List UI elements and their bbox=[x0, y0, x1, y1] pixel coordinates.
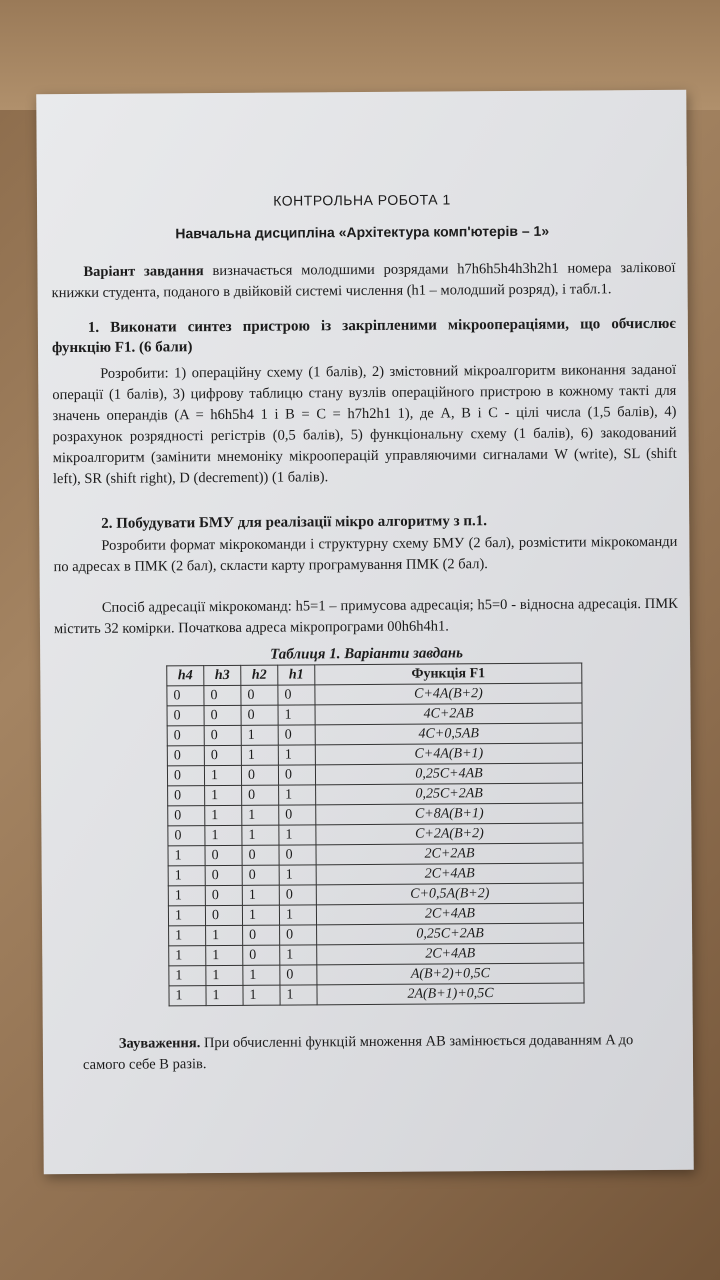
variant-intro-lead: Варіант завдання bbox=[83, 263, 204, 280]
header-h1: h1 bbox=[278, 665, 315, 685]
task2-heading: 2. Побудувати БМУ для реалізації мікро алгоритму з п.1. bbox=[101, 513, 488, 532]
bit-cell: 0 bbox=[204, 745, 241, 765]
function-cell: 0,25C+2AB bbox=[317, 923, 584, 945]
bit-cell: 1 bbox=[242, 825, 279, 845]
task1-heading bbox=[52, 314, 676, 358]
header-h4: h4 bbox=[167, 666, 204, 686]
bit-cell: 1 bbox=[169, 966, 206, 986]
header-h2: h2 bbox=[241, 665, 278, 685]
function-cell: A(B+2)+0,5C bbox=[317, 963, 584, 985]
bit-cell: 1 bbox=[280, 985, 317, 1005]
bit-cell: 1 bbox=[204, 765, 241, 785]
bit-cell: 0 bbox=[279, 805, 316, 825]
function-cell: 4C+0,5AB bbox=[315, 723, 582, 745]
bit-cell: 1 bbox=[279, 905, 316, 925]
bit-cell: 0 bbox=[242, 845, 279, 865]
bit-cell: 0 bbox=[241, 765, 278, 785]
bit-cell: 0 bbox=[168, 806, 205, 826]
bit-cell: 0 bbox=[167, 726, 204, 746]
bit-cell: 0 bbox=[205, 845, 242, 865]
bit-cell: 1 bbox=[242, 905, 279, 925]
function-cell: 0,25C+4AB bbox=[315, 763, 582, 785]
header-h3: h3 bbox=[204, 665, 241, 685]
bit-cell: 1 bbox=[278, 705, 315, 725]
function-cell: 2C+4AB bbox=[317, 943, 584, 965]
bit-cell: 0 bbox=[279, 845, 316, 865]
bit-cell: 0 bbox=[205, 885, 242, 905]
bit-cell: 1 bbox=[279, 825, 316, 845]
bit-cell: 0 bbox=[205, 865, 242, 885]
table-row bbox=[169, 983, 584, 1006]
addressing-text: Спосіб адресації мікрокоманд: h5=1 – примусова адресація; h5=0 - відносна адресація. ПМК містить 32 комірки. Початкова адреса мікропрограми 00h6h4h1. bbox=[53, 595, 678, 638]
bit-cell: 1 bbox=[169, 926, 206, 946]
bit-cell: 1 bbox=[243, 965, 280, 985]
bit-cell: 1 bbox=[243, 985, 280, 1005]
task1-heading-text: 1. Виконати синтез пристрою із закріпленими мікроопераціями, що обчислює функцію F1. (6 бали) bbox=[51, 315, 676, 357]
function-cell: C+4A(B+1) bbox=[315, 743, 582, 765]
bit-cell: 1 bbox=[205, 825, 242, 845]
function-cell: C+8A(B+1) bbox=[316, 803, 583, 825]
variant-intro-text: визначається молодшими розрядами h7h6h5h4h3h2h1 номера залікової книжки студента, поданого в двійковій системі числення (h1 – молодший розряд), і табл.1. bbox=[51, 259, 676, 302]
variants-table bbox=[166, 662, 584, 1006]
function-cell: 2C+4AB bbox=[316, 903, 583, 925]
header-function: Функція F1 bbox=[315, 663, 582, 685]
bit-cell: 1 bbox=[280, 945, 317, 965]
course-subtitle: Навчальна дисципліна «Архітектура комп'ютерів – 1» bbox=[175, 222, 550, 242]
bit-cell: 0 bbox=[243, 925, 280, 945]
bit-cell: 0 bbox=[241, 705, 278, 725]
remark bbox=[83, 1030, 673, 1076]
bit-cell: 1 bbox=[169, 986, 206, 1006]
bit-cell: 0 bbox=[241, 685, 278, 705]
bit-cell: 0 bbox=[280, 925, 317, 945]
bit-cell: 1 bbox=[206, 945, 243, 965]
task2-body: Розробити формат мікрокоманди і структурну схему БМУ (2 бал), розмістити мікрокоманди по адресах в ПМК (2 бал), скласти карту програмування ПМК (2 бал). bbox=[53, 533, 678, 576]
bit-cell: 0 bbox=[168, 786, 205, 806]
bit-cell: 0 bbox=[278, 685, 315, 705]
function-cell: C+4A(B+2) bbox=[315, 683, 582, 705]
bit-cell: 0 bbox=[167, 766, 204, 786]
bit-cell: 1 bbox=[168, 846, 205, 866]
bit-cell: 0 bbox=[167, 686, 204, 706]
bit-cell: 0 bbox=[168, 826, 205, 846]
bit-cell: 1 bbox=[242, 885, 279, 905]
function-cell: 2C+2AB bbox=[316, 843, 583, 865]
bit-cell: 1 bbox=[279, 865, 316, 885]
bit-cell: 1 bbox=[241, 725, 278, 745]
bit-cell: 0 bbox=[204, 725, 241, 745]
bit-cell: 0 bbox=[205, 905, 242, 925]
bit-cell: 0 bbox=[204, 705, 241, 725]
page-title: КОНТРОЛЬНА РОБОТА 1 bbox=[273, 191, 451, 209]
variant-intro bbox=[51, 258, 675, 304]
bit-cell: 1 bbox=[169, 946, 206, 966]
bit-cell: 1 bbox=[242, 805, 279, 825]
bit-cell: 1 bbox=[241, 745, 278, 765]
bit-cell: 0 bbox=[280, 965, 317, 985]
table-caption: Таблиця 1. Варіанти завдань bbox=[270, 645, 463, 663]
exam-sheet bbox=[36, 90, 694, 1175]
function-cell: 4C+2AB bbox=[315, 703, 582, 725]
function-cell: 2A(B+1)+0,5C bbox=[317, 983, 584, 1005]
bit-cell: 0 bbox=[204, 685, 241, 705]
bit-cell: 0 bbox=[243, 945, 280, 965]
function-cell: 2C+4AB bbox=[316, 863, 583, 885]
function-cell: 0,25C+2AB bbox=[316, 783, 583, 805]
function-cell: C+2A(B+2) bbox=[316, 823, 583, 845]
bit-cell: 0 bbox=[278, 725, 315, 745]
bit-cell: 1 bbox=[168, 866, 205, 886]
bit-cell: 1 bbox=[206, 965, 243, 985]
bit-cell: 1 bbox=[278, 745, 315, 765]
bit-cell: 0 bbox=[167, 746, 204, 766]
bit-cell: 0 bbox=[278, 765, 315, 785]
task1-body: Розробити: 1) операційну схему (1 балів), 2) змістовний мікроалгоритм виконання заданої операції (1 балів), 3) цифрову таблицю стану вузлів операційного пристрою в кожному такті для значень операндів (A = h6h5h4 1 і B = C = h7h2h1 1), де A, B і C - цілі числа (1,5 балів), 4) розрахунок розрядності регістрів (0,5 балів), 5) функціональну схему (1 балів), 6) закодований мікроалгоритм (замінити мнемоніку мікрооперацій управляючими сигналами W (write), SL (shift left), SR (shift right), D (decrement)) (1 балів). bbox=[52, 361, 677, 488]
bit-cell: 0 bbox=[242, 865, 279, 885]
bit-cell: 0 bbox=[242, 785, 279, 805]
bit-cell: 0 bbox=[279, 885, 316, 905]
remark-text: При обчисленні функцій множення AB замінюється додаванням A до самого себе B разів. bbox=[82, 1032, 634, 1073]
remark-lead: Зауваження. bbox=[118, 1035, 201, 1052]
bit-cell: 1 bbox=[279, 785, 316, 805]
bit-cell: 1 bbox=[205, 785, 242, 805]
function-cell: C+0,5A(B+2) bbox=[316, 883, 583, 905]
bit-cell: 0 bbox=[167, 706, 204, 726]
bit-cell: 1 bbox=[206, 925, 243, 945]
bit-cell: 1 bbox=[205, 805, 242, 825]
bit-cell: 1 bbox=[168, 906, 205, 926]
bit-cell: 1 bbox=[168, 886, 205, 906]
bit-cell: 1 bbox=[206, 985, 243, 1005]
